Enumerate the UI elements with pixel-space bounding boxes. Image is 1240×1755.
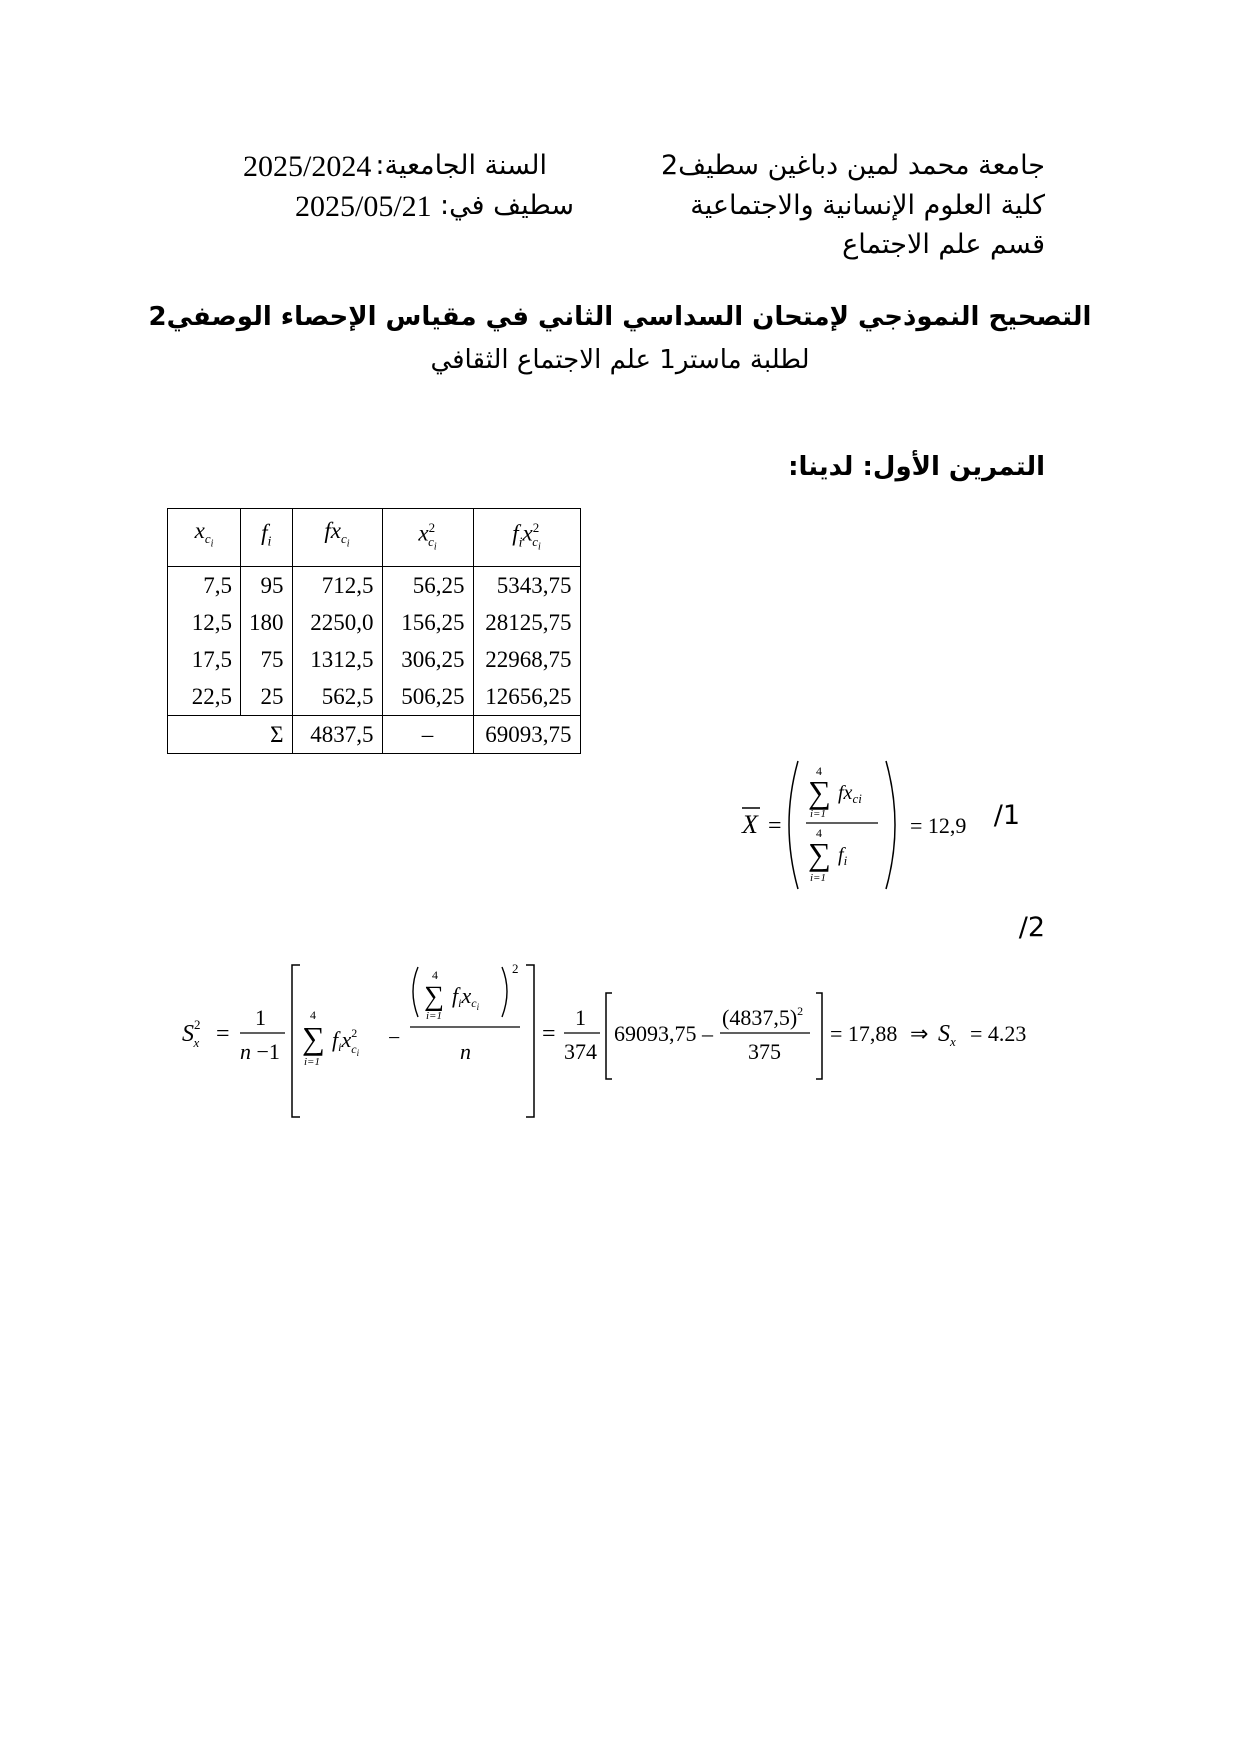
n-minus-one-value: 374 xyxy=(564,1039,597,1064)
mean-formula xyxy=(740,755,980,895)
sum-fx-squared: $(4837,5)^2$ xyxy=(722,1004,804,1030)
cell: 12,5 xyxy=(168,604,241,641)
denominator-term: $f_i$ xyxy=(838,844,848,868)
table-row xyxy=(168,641,581,678)
upper-limit: 4 xyxy=(310,1008,316,1022)
table-row xyxy=(168,566,581,604)
cell: 180 xyxy=(241,604,293,641)
sum-x2: – xyxy=(382,715,473,753)
inner-sum-term: fixci xyxy=(452,983,480,1012)
inner-right-paren xyxy=(502,967,507,1017)
cell: 17,5 xyxy=(168,641,241,678)
sum-fx2-value: 69093,75 – xyxy=(614,1021,713,1046)
university-name: جامعة محمد لمين دباغين سطيف2 xyxy=(660,150,1045,181)
variance-result: = 17,88 xyxy=(830,1021,898,1046)
cell: 22968,75 xyxy=(473,641,580,678)
xbar-symbol: X xyxy=(742,810,758,839)
header-fxci: $fx_{c_i}$ xyxy=(292,509,382,567)
sum-term: fix$^2$ ci xyxy=(332,1026,360,1058)
year-label: السنة الجامعية: xyxy=(375,150,547,181)
inner-lower-limit: i=1 xyxy=(426,1010,442,1022)
date-value: 2025/05/21 xyxy=(295,190,432,223)
cell: 712,5 xyxy=(292,566,382,604)
upper-limit: 4 xyxy=(816,764,822,778)
document-subtitle: لطلبة ماستر1 علم الاجتماع الثقافي xyxy=(430,345,810,375)
cell: 506,25 xyxy=(382,678,473,716)
faculty-name: كلية العلوم الإنسانية والاجتماعية xyxy=(690,190,1045,221)
cell: 1312,5 xyxy=(292,641,382,678)
inner-upper-limit: 4 xyxy=(432,968,438,982)
inner-sum-symbol: ∑ xyxy=(424,981,444,1012)
q1-label: /1 xyxy=(993,800,1020,831)
exercise-heading: التمرين الأول: لدينا: xyxy=(788,452,1045,482)
upper-limit-2: 4 xyxy=(816,826,822,840)
inner-left-paren xyxy=(413,967,418,1017)
header-xci: $x_{c_i}$ xyxy=(168,509,241,567)
year-value: 2025/2024 xyxy=(243,150,372,183)
date-label: سطيف في: xyxy=(440,190,574,221)
cell: 25 xyxy=(241,678,293,716)
cell: 2250,0 xyxy=(292,604,382,641)
header-xci-squared: $x^2_{c_i}$ xyxy=(382,509,473,567)
n-minus-one: n −1 xyxy=(240,1039,280,1064)
cell: 95 xyxy=(241,566,293,604)
table-sum-row xyxy=(168,715,581,753)
document-title: التصحيح النموذجي لإمتحان السداسي الثاني في مقياس الإحصاء الوصفي2 xyxy=(148,302,1092,332)
equals-sign: = xyxy=(768,813,782,839)
q2-label: /2 xyxy=(1018,912,1045,943)
table-row xyxy=(168,678,581,716)
right-bracket xyxy=(526,965,534,1117)
cell: 28125,75 xyxy=(473,604,580,641)
sum-fx: 4837,5 xyxy=(292,715,382,753)
lower-limit: i=1 xyxy=(304,1056,320,1068)
cell: 156,25 xyxy=(382,604,473,641)
denominator-value: 375 xyxy=(748,1039,781,1064)
left-bracket-2 xyxy=(606,993,612,1079)
equals-sign: = xyxy=(216,1021,230,1047)
sx-squared-symbol: $S^2$ x xyxy=(182,1017,201,1050)
cell: 306,25 xyxy=(382,641,473,678)
sum-fx2: 69093,75 xyxy=(473,715,580,753)
frequency-table xyxy=(167,508,581,754)
inner-exponent: 2 xyxy=(512,961,519,976)
lower-limit-2: i=1 xyxy=(810,872,826,884)
left-paren xyxy=(789,761,798,889)
sum-symbol-cell: Σ xyxy=(168,715,293,753)
sum-symbol-2: ∑ xyxy=(808,836,831,872)
one-numerator-2: 1 xyxy=(575,1005,586,1030)
header-fi-xci-squared: $f_ix^2_{c_i}$ xyxy=(473,509,580,567)
cell: 75 xyxy=(241,641,293,678)
sx-symbol: $S_x$ xyxy=(938,1021,956,1049)
table-header-row xyxy=(168,509,581,567)
cell: 7,5 xyxy=(168,566,241,604)
cell: 56,25 xyxy=(382,566,473,604)
department-name: قسم علم الاجتماع xyxy=(842,229,1045,260)
minus-sign: − xyxy=(388,1025,401,1050)
cell: 562,5 xyxy=(292,678,382,716)
table-row xyxy=(168,604,581,641)
implies-arrow: ⇒ xyxy=(910,1021,929,1046)
equals-sign-2: = xyxy=(542,1021,556,1047)
n-denominator: n xyxy=(460,1039,471,1064)
one-numerator: 1 xyxy=(255,1005,266,1030)
right-bracket-2 xyxy=(816,993,822,1079)
cell: 22,5 xyxy=(168,678,241,716)
sd-result: = 4.23 xyxy=(970,1021,1027,1046)
cell: 12656,25 xyxy=(473,678,580,716)
mean-result: = 12,9 xyxy=(910,813,967,838)
sum-symbol: ∑ xyxy=(302,1020,325,1056)
header-fi: $f_i$ xyxy=(241,509,293,567)
numerator-term: $fx_{ci}$ xyxy=(838,782,862,806)
sum-symbol: ∑ xyxy=(808,774,831,810)
variance-formula xyxy=(170,955,1070,1125)
left-bracket xyxy=(292,965,300,1117)
right-paren xyxy=(886,761,895,889)
lower-limit: i=1 xyxy=(810,808,826,820)
cell: 5343,75 xyxy=(473,566,580,604)
